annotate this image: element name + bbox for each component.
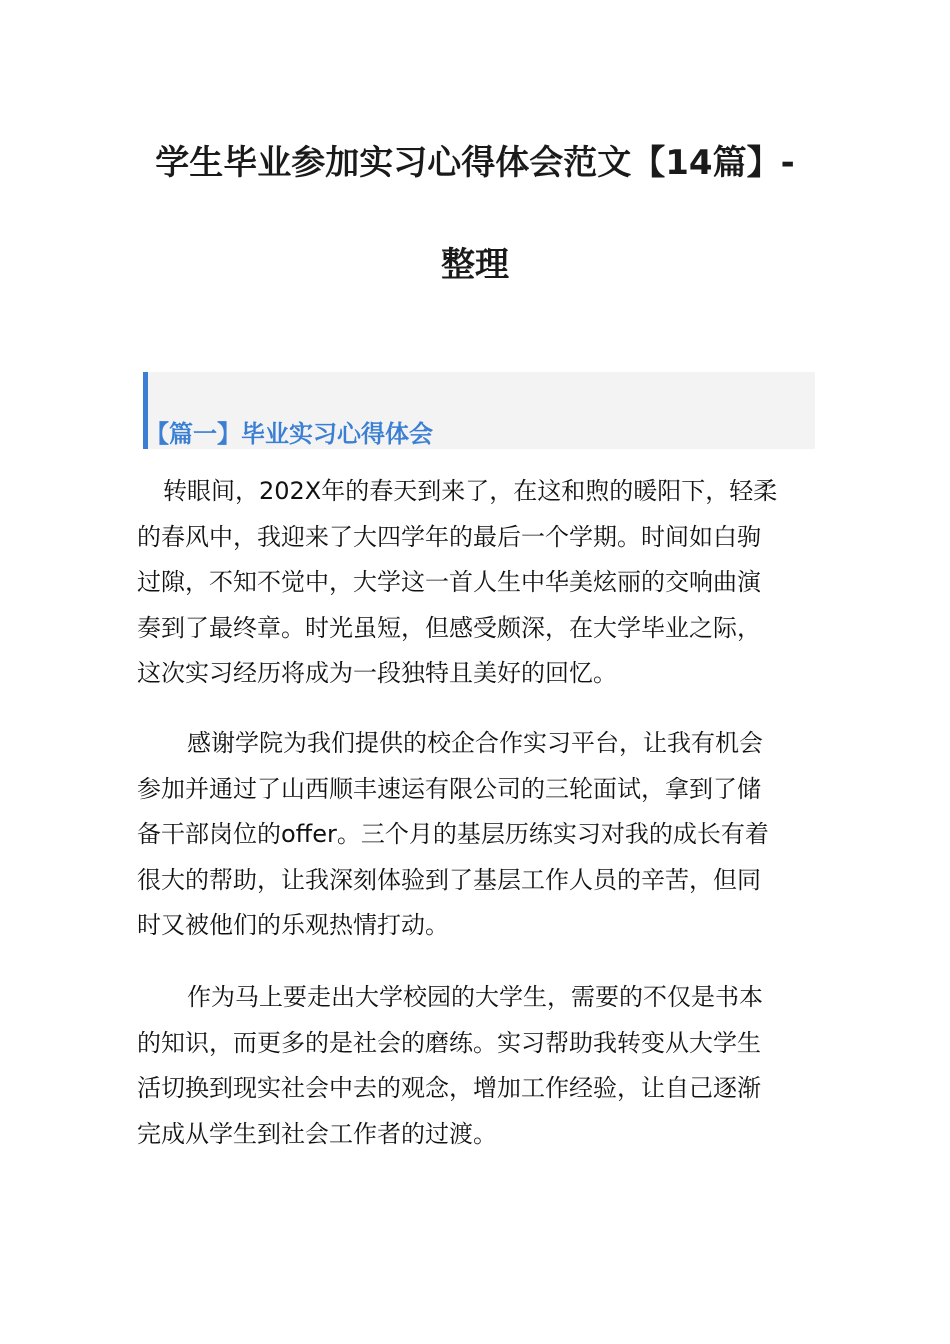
paragraph-2 [137, 721, 817, 949]
document-title-line1: 学生毕业参加实习心得体会范文【14篇】- [155, 143, 795, 183]
paragraph-line: 这次实习经历将成为一段独特且美好的回忆。 [137, 659, 617, 688]
paragraph-line: 很大的帮助，让我深刻体验到了基层工作人员的辛苦，但同 [137, 865, 761, 894]
paragraph-3 [137, 975, 817, 1157]
paragraph-line: 参加并通过了山西顺丰速运有限公司的三轮面试，拿到了储 [137, 774, 761, 803]
document-title-line2: 整理 [441, 245, 509, 285]
paragraph-line: 感谢学院为我们提供的校企合作实习平台，让我有机会 [187, 729, 763, 757]
section-heading: 【篇一】毕业实习心得体会 [145, 420, 433, 448]
paragraph-line: 活切换到现实社会中去的观念，增加工作经验，让自己逐渐 [137, 1074, 761, 1103]
paragraph-line: 时又被他们的乐观热情打动。 [137, 911, 449, 940]
paragraph-line: 的春风中，我迎来了大四学年的最后一个学期。时间如白驹 [137, 522, 761, 551]
paragraph-line: 备干部岗位的offer。三个月的基层历练实习对我的成长有着 [137, 820, 769, 849]
paragraph-1 [137, 469, 817, 697]
paragraph-line: 的知识，而更多的是社会的磨练。实习帮助我转变从大学生 [137, 1028, 761, 1057]
paragraph-line: 作为马上要走出大学校园的大学生，需要的不仅是书本 [187, 983, 763, 1011]
paragraph-line: 奏到了最终章。时光虽短，但感受颇深，在大学毕业之际， [137, 613, 761, 642]
paragraph-line: 完成从学生到社会工作者的过渡。 [137, 1119, 497, 1148]
paragraph-line: 转眼间，202X年的春天到来了，在这和煦的暖阳下，轻柔 [163, 477, 778, 505]
paragraph-line: 过隙，不知不觉中，大学这一首人生中华美炫丽的交响曲演 [137, 568, 761, 597]
